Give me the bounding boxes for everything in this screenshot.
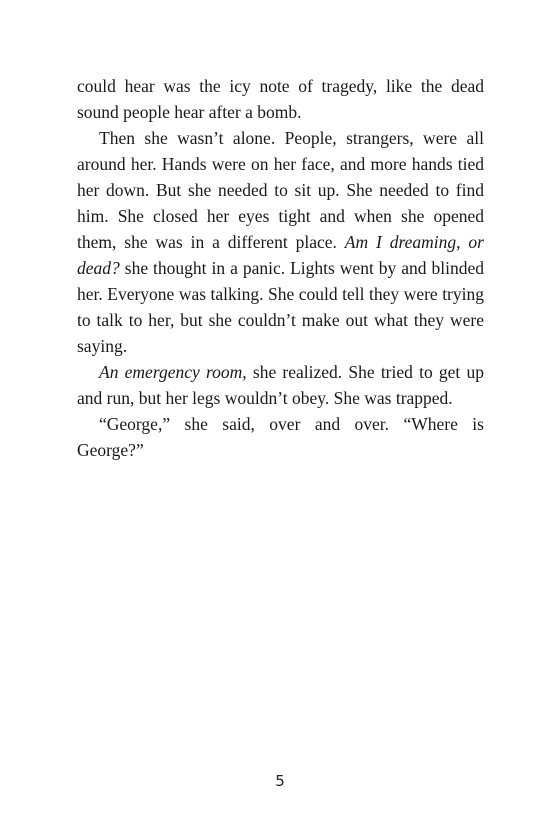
body-text <box>77 73 484 463</box>
paragraph <box>77 73 484 125</box>
italic-thought: An emergency room, <box>99 362 247 382</box>
paragraph <box>77 411 484 463</box>
text-segment: she realized. She tried to get up and run, but her legs wouldn’t obey. She was trapped. <box>77 362 485 408</box>
text-segment: “George,” she said, over and over. “Where is George?” <box>77 414 484 460</box>
paragraph <box>77 125 484 359</box>
text-segment: Then she wasn’t alone. People, strangers, were all around her. Hands were on her face, and more hands tied her down. But she needed to sit up. She needed to find him. She closed her eyes tight and when she opened them, she was in a different place. <box>77 128 484 252</box>
page-number: 5 <box>275 772 285 790</box>
italic-thought: Am I dreaming, or dead? <box>77 232 484 278</box>
text-segment: could hear was the icy note of tragedy, like the dead sound people hear after a bomb. <box>77 76 484 122</box>
text-segment: she thought in a panic. Lights went by and blinded her. Everyone was talking. She could tell they were trying to talk to her, but she couldn’t make out what they were saying. <box>77 258 484 356</box>
paragraph <box>77 359 484 411</box>
